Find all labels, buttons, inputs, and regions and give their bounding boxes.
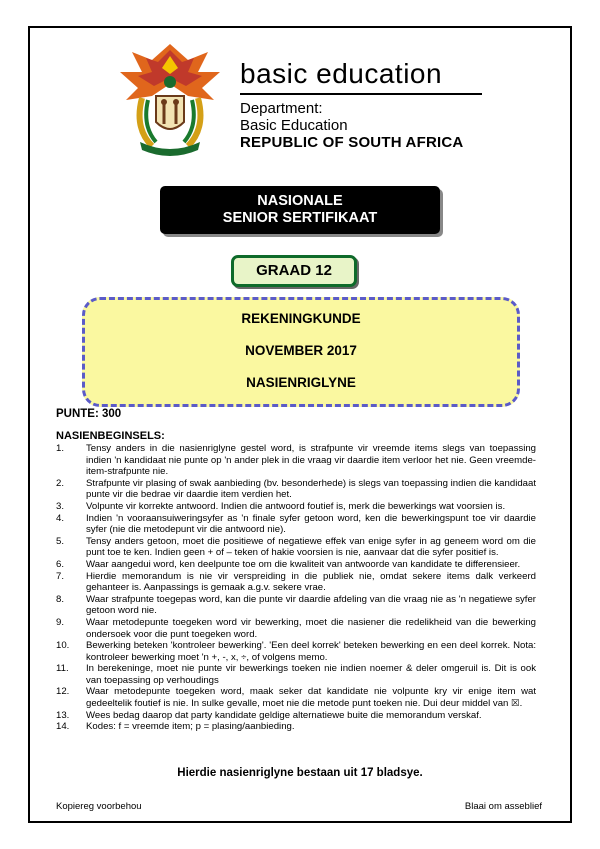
principle-number: 3.: [56, 500, 65, 512]
principle-text: Waar aangedui word, ken deelpunte toe om die kwaliteit van antwoorde van kandidate te differensieer.: [86, 558, 521, 570]
principle-item: [56, 594, 536, 617]
principle-item: [56, 686, 536, 709]
principle-number: 8.: [56, 593, 65, 605]
copyright-footer: Kopiereg voorbehou: [56, 801, 142, 812]
principle-text: Tensy anders getoon, moet die positiewe of negatiewe effek van enige syfer in ag geneem word om die punt toe te ken. Indien geen + of – teken of hakie voorsien is nie, aanvaar dat die syfer positief is.: [86, 535, 536, 559]
principle-item: [56, 617, 536, 640]
page-count-note: Hierdie nasienriglyne bestaan uit 17 bladsye.: [177, 767, 423, 779]
principle-item: [56, 478, 536, 501]
principle-text: Waar metodepunte toegeken word vir bewerking, moet die nasiener die redelikheid van die bewerking ondersoek voor die punt toegeken word.: [86, 616, 536, 640]
exam-title-line1: NASIONALE: [257, 193, 343, 209]
department-label: Department:: [240, 100, 323, 117]
principle-text: Waar strafpunte toegepas word, kan die punte vir daardie afdeling van die vraag nie as 'n negatiewe syfer getoon word nie.: [86, 593, 536, 617]
department-name: Basic Education: [240, 117, 348, 134]
principle-text: Bewerking beteken 'kontroleer bewerking'. 'Een deel korrek' beteken bewerking en een deel korrek. Nota: kontroleer bewerking moet 'n +, -, x, ÷, of volgens memo.: [86, 640, 536, 663]
principle-text: Wees bedag daarop dat party kandidate geldige alternatiewe buite die memorandum verskaf.: [86, 709, 482, 721]
subject-name: REKENINGKUNDE: [241, 311, 361, 326]
coat-of-arms-logo: [112, 38, 228, 158]
principle-number: 5.: [56, 535, 65, 547]
principle-item: [56, 443, 536, 478]
principle-item: [56, 571, 536, 594]
principle-number: 11.: [56, 663, 69, 675]
document-type: NASIENRIGLYNE: [246, 375, 356, 390]
principle-item: [56, 710, 536, 722]
exam-title-box: [160, 186, 440, 234]
exam-title-line2: SENIOR SERTIFIKAAT: [222, 210, 378, 226]
exam-date: NOVEMBER 2017: [245, 343, 357, 358]
principle-number: 14.: [56, 721, 70, 733]
principle-number: 7.: [56, 570, 65, 582]
principle-text: In berekeninge, moet nie punte vir bewerkings toeken nie indien noemer & deler omgeruil is. Dit is ook van toepassing op verhoudings: [86, 663, 536, 686]
principle-number: 1.: [56, 443, 65, 454]
principle-text: Kodes: f = vreemde item; p = plasing/aanbieding.: [86, 721, 295, 733]
principle-number: 10.: [56, 640, 70, 652]
turn-over-footer: Blaai om asseblief: [464, 801, 542, 812]
principle-number: 6.: [56, 558, 65, 570]
brand-title: basic education: [240, 58, 443, 89]
principle-text: Indien 'n vooraansuiweringsyfer as 'n finale syfer getoon word, ken die bewerkingspunt toe vir daardie syfer (nie die metodepunt vir die antwoord nie).: [86, 512, 536, 536]
principle-text: Tensy anders in die nasienriglyne gestel word, is strafpunte vir vreemde items slegs van toepassing indien 'n kandidaat nie punte op 'n ander plek in die vraag vir daardie item verloor het nie. Geen vreemde-item-strafpunte nie.: [86, 443, 536, 478]
principle-item: [56, 536, 536, 559]
principles-heading: NASIENBEGINSELS:: [56, 430, 165, 442]
principle-number: 12.: [56, 686, 70, 698]
principle-number: 2.: [56, 477, 65, 489]
principles-list: [56, 443, 536, 733]
principle-item: [56, 721, 536, 733]
principle-item: [56, 663, 536, 686]
principle-item: [56, 640, 536, 663]
republic-name: REPUBLIC OF SOUTH AFRICA: [240, 134, 464, 151]
subject-box: [82, 297, 520, 407]
principle-item: [56, 513, 536, 536]
principle-item: [56, 501, 536, 513]
principle-text: Waar metodepunte toegeken word, maak seker dat kandidate nie volpunte kry vir enige item wat gedeeltelik foutief is nie. In sulke gevalle, moet nie die metode punt toeken nie. Dui deur middel van ☒.: [86, 686, 536, 710]
grade-badge: GRAAD 12: [231, 255, 357, 287]
principle-number: 9.: [56, 616, 65, 628]
principle-text: Strafpunte vir plasing of swak aanbieding (bv. besonderhede) is slegs van toepassing indien die kandidaat punte vir die bedrae vir daardie item verdien het.: [86, 477, 536, 501]
principle-text: Volpunte vir korrekte antwoord. Indien die antwoord foutief is, merk die bewerkings wat voorsien is.: [86, 500, 506, 512]
brand-block: [240, 58, 482, 151]
total-marks: PUNTE: 300: [56, 408, 122, 420]
principle-item: [56, 559, 536, 571]
principle-text: Hierdie memorandum is nie vir verspreiding in die publiek nie, omdat sekere items dalk verkeerd gehanteer is. Aanpassings is gemaak a.g.v. sekere vrae.: [86, 570, 536, 594]
principle-number: 13.: [56, 709, 70, 721]
principle-number: 4.: [56, 512, 65, 524]
brand-rule: [240, 93, 482, 95]
